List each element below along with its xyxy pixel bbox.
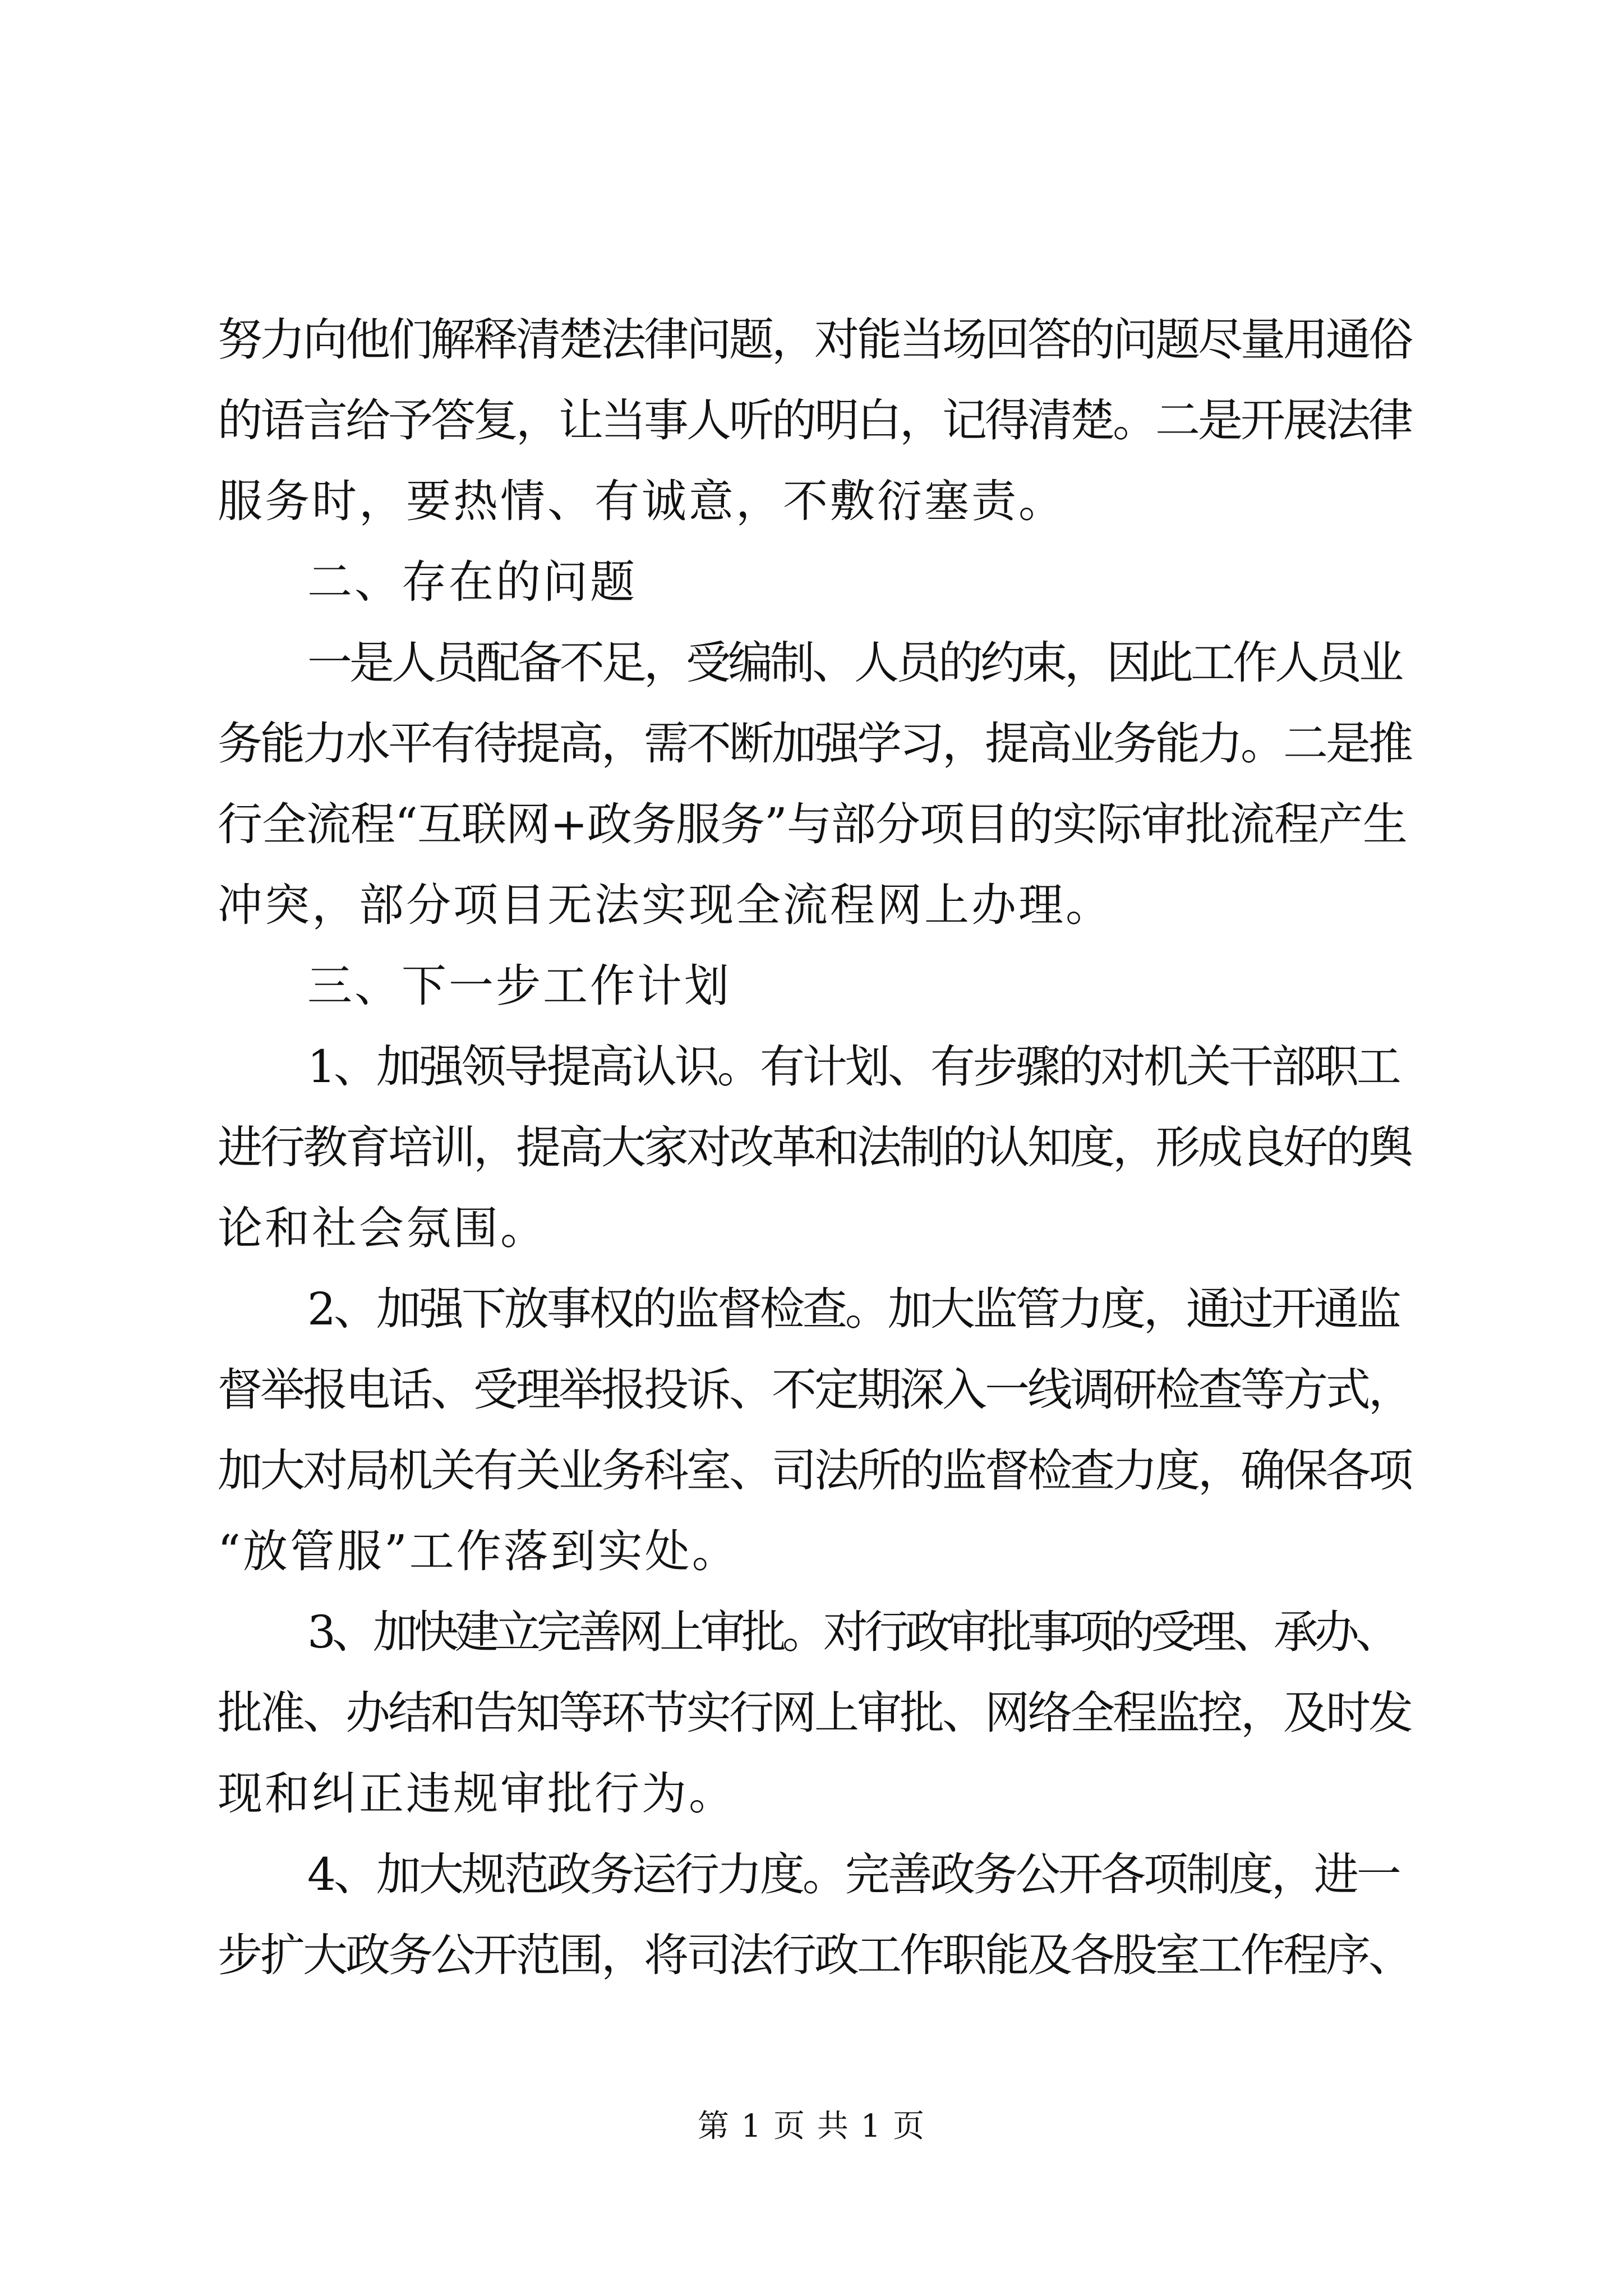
page-footer: 第 1 页 共 1 页	[697, 2108, 926, 2145]
text-line: 2、加强下放事权的监督检查。加大监管力度，通过开通监	[307, 1283, 1399, 1335]
text-line: 三、下一步工作计划	[307, 960, 731, 1012]
text-line: 一是人员配备不足，受编制、人员的约束，因此工作人员业	[307, 637, 1401, 689]
text-line: 论和社会氛围。	[218, 1202, 547, 1254]
text-line: 的语言给予答复，让当事人听的明白，记得清楚。二是开展法律	[218, 394, 1411, 447]
text-line: 加大对局机关有关业务科室、司法所的监督检查力度，确保各项	[218, 1444, 1411, 1497]
text-line: 二、存在的问题	[307, 556, 637, 608]
text-line: 3、加快建立完善网上审批。对行政审批事项的受理、承办、	[307, 1606, 1396, 1658]
text-line: 督举报电话、受理举报投诉、不定期深入一线调研检查等方式，	[218, 1364, 1411, 1416]
text-line: 努力向他们解释清楚法律问题，对能当场回答的问题尽量用通俗	[218, 314, 1411, 366]
text-line: 步扩大政务公开范围，将司法行政工作职能及各股室工作程序、	[218, 1929, 1411, 1981]
text-line: 务能力水平有待提高，需不断加强学习，提高业务能力。二是推	[218, 717, 1411, 770]
text-line: “放管服”工作落到实处。	[218, 1525, 739, 1577]
text-line: 冲突，部分项目无法实现全流程网上办理。	[218, 879, 1113, 931]
text-line: 进行教育培训，提高大家对改革和法制的认知度，形成良好的舆	[218, 1121, 1411, 1174]
text-line: 行全流程“互联网+政务服务”与部分项目的实际审批流程产生	[218, 798, 1407, 850]
text-line: 批准、办结和告知等环节实行网上审批、网络全程监控，及时发	[218, 1687, 1411, 1739]
text-line: 4、加大规范政务运行力度。完善政务公开各项制度，进一	[307, 1848, 1399, 1901]
text-line: 现和纠正违规审批行为。	[218, 1768, 736, 1820]
text-line: 1、加强领导提高认识。有计划、有步骤的对机关干部职工	[307, 1041, 1399, 1093]
document-body	[218, 300, 1411, 1996]
text-line: 服务时，要热情、有诚意，不敷衍塞责。	[218, 475, 1066, 527]
